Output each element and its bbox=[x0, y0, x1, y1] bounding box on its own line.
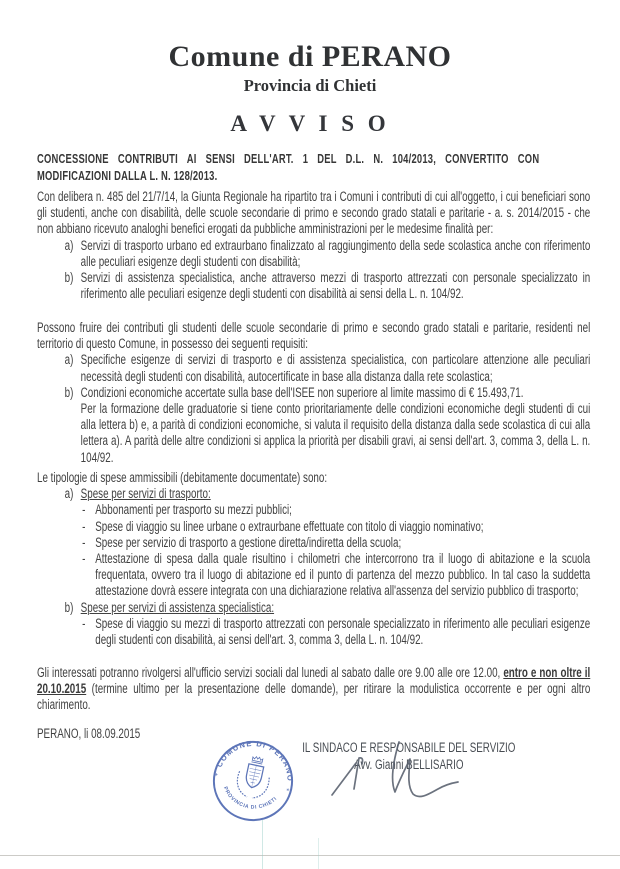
group-heading: Spese per servizi di assistenza specialistica: bbox=[80, 599, 275, 615]
bullet-dash: - bbox=[82, 534, 86, 550]
coat-of-arms-icon bbox=[234, 754, 273, 801]
stamp-top-text: COMUNE DI PERANO bbox=[214, 739, 295, 783]
deadline-prefix: Gli interessati potranno rivolgersi all'ufficio servizi sociali dal lunedi al sabato dalle ore 9.00 alle ore 12.00, bbox=[37, 665, 504, 680]
paragraph-tipologie bbox=[37, 470, 590, 648]
paragraph-interessati bbox=[37, 665, 590, 714]
isee-limit-text: Condizioni economiche accertate sulla base dell'ISEE non superiore al limite massimo di € 15.493,71. bbox=[80, 384, 524, 400]
list-item-label: b) bbox=[64, 270, 74, 286]
bullet-item bbox=[81, 535, 591, 551]
list-item-label: b) bbox=[64, 384, 74, 400]
list-item bbox=[37, 238, 590, 270]
signatory-title: IL SINDACO E RESPONSABILE DEL SERVIZIO bbox=[302, 740, 516, 755]
expense-group-trasporto bbox=[37, 486, 590, 599]
list-item bbox=[37, 270, 590, 302]
bullet-item bbox=[81, 616, 591, 648]
list-item-text: Specifiche esigenze di servizi di trasporto e di assistenza specialistica, con particolare attenzione alle peculiari necessità degli studenti con disabilità, autocertificate in base alla distanza dalla rete scolastica; bbox=[80, 352, 591, 384]
expense-group-assistenza bbox=[37, 600, 590, 649]
deadline-suffix: (termine ultimo per la presentazione delle domande), per ritirare la modulistica occorrente e per ogni altro chiarimento. bbox=[37, 681, 591, 713]
list-item-text bbox=[81, 385, 591, 466]
paragraph-requisiti-intro: Possono fruire dei contributi gli studenti delle scuole secondarie di primo e secondo grado statali e paritarie, residenti nel territorio di questo Comune, in possesso dei seguenti requisiti: bbox=[37, 320, 591, 352]
notice-heading: A V V I S O bbox=[230, 111, 390, 136]
bullet-dash: - bbox=[82, 502, 86, 518]
handwritten-signature-icon bbox=[316, 737, 466, 805]
page-subtitle: Provincia di Chieti bbox=[243, 76, 377, 95]
stamp-bottom-text: PROVINCIA DI CHIETI bbox=[221, 785, 279, 811]
list-item bbox=[37, 352, 590, 384]
page-title: Comune di PERANO bbox=[168, 40, 452, 73]
list-item-label: a) bbox=[64, 237, 74, 253]
stamp-star-left: * bbox=[213, 771, 219, 781]
bullet-item bbox=[81, 502, 591, 518]
graduatorie-text: Per la formazione delle graduatorie si tiene conto prioritariamente delle condizioni economiche degli studenti di cui alla lettera b) e, a parità di condizioni economiche, si valuta il requisito della distanza dalla sede scolastica di cui alla lettera a). A parità delle altre condizioni si applica la priorità per disabili gravi, ai sensi dell'art. 3, comma 3, della L. n. 104/92. bbox=[80, 401, 591, 465]
list-item-text: Servizi di assistenza specialistica, anche attraverso mezzi di trasporto attrezzati con personale specializzato in riferimento alle peculiari esigenze degli studenti con disabilità ai sensi della L. n. 104/92. bbox=[80, 270, 591, 302]
scan-artifact-line bbox=[0, 855, 620, 856]
bullet-dash: - bbox=[82, 551, 86, 567]
scan-artifact-fold bbox=[318, 838, 319, 869]
bullet-text: Attestazione di spesa dalla quale risultino i chilometri che intercorrono tra il luogo di abitazione e la scuola frequentata, ovvero tra il luogo di abitazione ed il punto di partenza del mezzo pubblico. In tal caso la suddetta attestazione dovrà essere integrata con una dichiarazione relativa all'assenza del servizio pubblico di trasporto; bbox=[95, 551, 591, 599]
group-heading: Spese per servizi di trasporto: bbox=[80, 486, 211, 502]
scan-artifact-fold bbox=[262, 820, 263, 869]
list-item-label: a) bbox=[64, 486, 74, 502]
paragraph-tipologie-intro: Le tipologie di spese ammissibili (debitamente documentate) sono: bbox=[37, 470, 328, 485]
municipal-stamp-icon bbox=[211, 739, 295, 823]
signatory-name: Avv. Gianni BELLISARIO bbox=[354, 756, 464, 772]
bullet-text: Spese di viaggio su mezzi di trasporto attrezzati con personale specializzato in riferimento alle peculiari esigenze degli studenti con disabilità, ai sensi dell'art. 3, comma 3, della L. n. 104/92. bbox=[95, 615, 591, 648]
stamp-star-right: * bbox=[285, 786, 290, 796]
paragraph-delibera bbox=[37, 189, 590, 302]
paragraph-requisiti bbox=[37, 320, 590, 466]
bullet-text: Abbonamenti per trasporto su mezzi pubblici; bbox=[95, 502, 292, 518]
list-item-label: a) bbox=[64, 352, 74, 368]
list-item-text: Servizi di trasporto urbano ed extraurbano finalizzato al raggiungimento della sede scolastica anche con riferimento alle peculiari esigenze degli studenti con disabilità; bbox=[80, 237, 591, 269]
list-item bbox=[37, 385, 590, 466]
bullet-dash: - bbox=[82, 615, 86, 631]
subject-heading: CONCESSIONE CONTRIBUTI AI SENSI DELL'ART. 1 DEL D.L. N. 104/2013, CONVERTITO CON MODIFICAZIONI DALLA L. N. 128/2013. bbox=[37, 151, 540, 184]
bullet-item bbox=[81, 519, 591, 535]
bullet-text: Spese per servizio di trasporto a gestione diretta/indiretta della scuola; bbox=[95, 534, 402, 550]
list-item-label: b) bbox=[64, 599, 74, 615]
bullet-item bbox=[81, 551, 591, 600]
bullet-dash: - bbox=[82, 518, 86, 534]
svg-text:COMUNE DI PERANO bbox=[214, 739, 295, 784]
bullet-text: Spese di viaggio su linee urbane o extraurbane effettuate con titolo di viaggio nominativo; bbox=[95, 518, 484, 534]
paragraph-delibera-intro: Con delibera n. 485 del 21/7/14, la Giunta Regionale ha ripartito tra i Comuni i contributi di cui all'oggetto, i cui beneficiari sono gli studenti, anche con disabilità, delle scuole secondarie di primo e secondo grado statali e paritarie - a. s. 2014/2015 - che non abbiano ricevuto analoghi benefici erogati da pubbliche amministrazioni per le medesime finalità per: bbox=[37, 189, 591, 237]
deadline-date: entro e non oltre il 20.10.2015 bbox=[37, 665, 591, 697]
place-date: PERANO, li 08.09.2015 bbox=[37, 726, 141, 741]
